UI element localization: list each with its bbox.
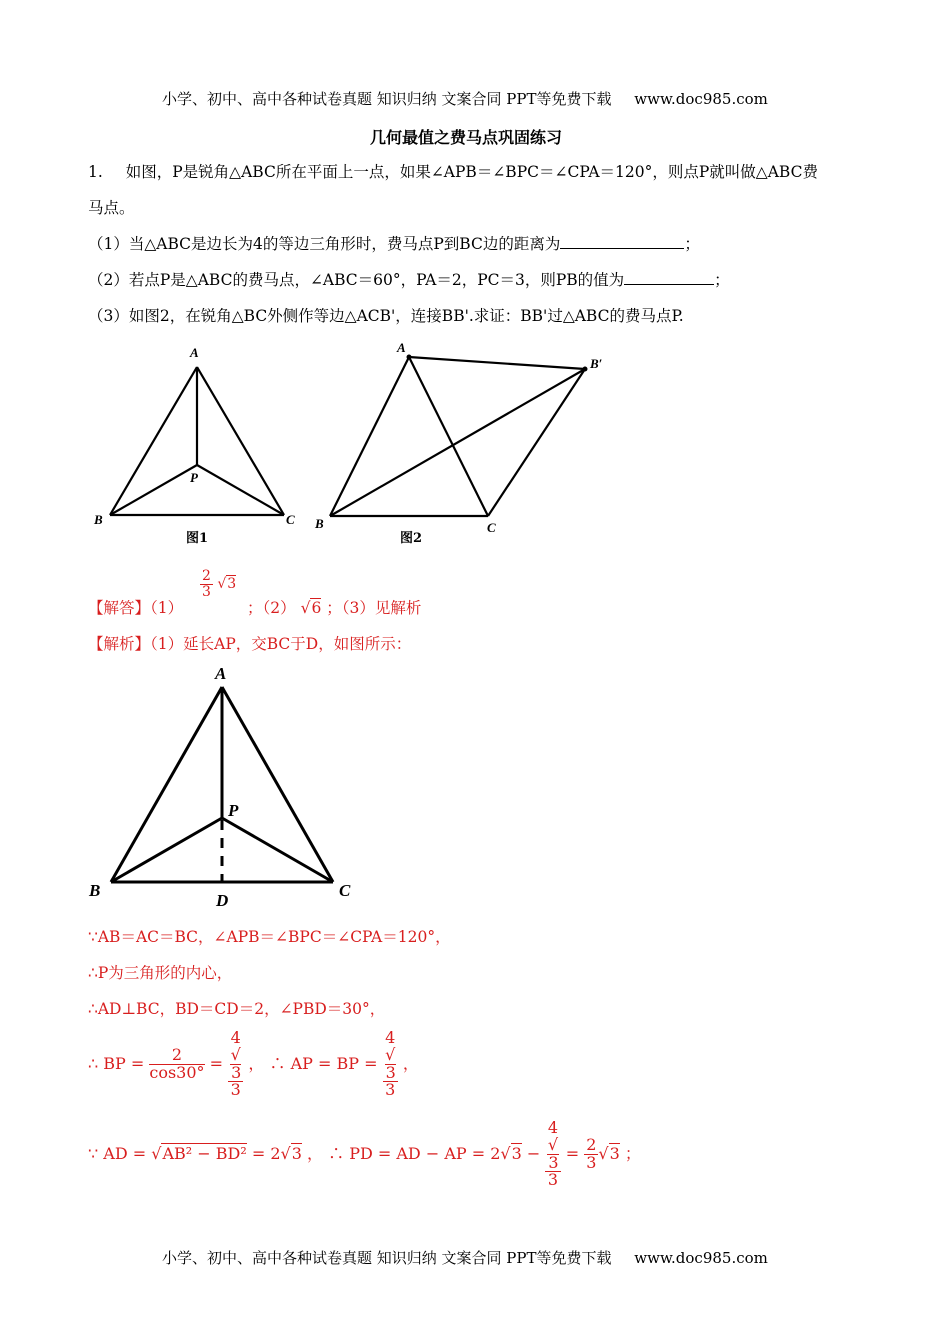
answer-part2-label: ；（2） <box>247 599 296 617</box>
fig3-label-d: D <box>216 891 229 910</box>
eq1-den2: 3 <box>230 1080 241 1100</box>
question-text: 如图，P是锐角△ABC所在平面上一点，如果∠APB＝∠BPC＝∠CPA＝120°，则点P就叫做△ABC费 <box>125 163 818 181</box>
fig3-label-a: A <box>215 664 227 683</box>
eq4-equals: = <box>565 1144 580 1164</box>
fig2-label-bp: B′ <box>590 356 603 371</box>
eq2-rad: 3 <box>385 1062 396 1082</box>
eq2-four: 4 <box>385 1028 396 1047</box>
answer-frac-num: 2 <box>202 568 211 584</box>
fig2-label-a: A <box>397 340 406 355</box>
fig2-edge-abp <box>409 357 585 369</box>
part2-end: ； <box>714 271 730 289</box>
part1-end: ； <box>684 235 700 253</box>
footer-url[interactable]: www.doc985.com <box>634 1249 768 1267</box>
fig1-edge-ab <box>110 367 197 515</box>
question-part2 <box>88 268 730 290</box>
question-number: 1. <box>88 163 103 181</box>
fig2-edge-ac <box>409 357 488 516</box>
eq4-lhs: ∴ PD = AD − AP = 2 <box>328 1144 501 1164</box>
equation-ad-pd: ∵ AD = √AB² − BD² = 2√3 ， ∴ PD = AD − AP = 2√3 − 4 √ 3 3 = $\frac{2}{3}$ √3 ； <box>88 1118 641 1190</box>
fig2-edge-cbp <box>488 369 585 516</box>
fig2-edge-bbp <box>330 369 585 516</box>
eq4-semicolon: ； <box>624 1144 641 1164</box>
answer-blank-1[interactable] <box>560 234 684 249</box>
eq4-four: 4 <box>547 1118 559 1137</box>
question-line1 <box>88 160 818 182</box>
fig1-edge-cp <box>197 465 284 515</box>
eq1-four: 4 <box>230 1028 241 1047</box>
part1-text: （1）当△ABC是边长为4的等边三角形时，费马点P到BC边的距离为 <box>88 235 561 253</box>
answer-part1-label: （1） <box>150 599 184 617</box>
answer-frac-den: 3 <box>202 583 211 600</box>
eq4-rad-b: 3 <box>548 1152 559 1172</box>
equation-bp-ap: ∴ BP = $\frac{2}{\cos 30^\circ}$ = 4 √ 3 3 ， ∴ AP = BP = 4 √ 3 3 ， <box>88 1028 419 1100</box>
eq1-num: 2 <box>149 1047 204 1065</box>
answer-rad3: 3 <box>227 576 237 593</box>
header-url[interactable]: www.doc985.com <box>634 90 768 108</box>
answer-rad6: 6 <box>311 599 322 617</box>
fig3-label-p: P <box>228 801 239 820</box>
eq3-lhs: ∵ AD = <box>88 1144 147 1164</box>
question-line2: 马点。 <box>88 199 135 217</box>
fig1-caption: 图1 <box>186 531 209 546</box>
answer-tag-line <box>88 596 183 618</box>
fig3-edge-ac <box>222 687 333 882</box>
figure-3 <box>85 660 365 910</box>
part2-text: （2）若点P是△ABC的费马点，∠ABC＝60°，PA＝2，PC＝3，则PB的值为 <box>88 271 625 289</box>
figure-1 <box>88 340 318 550</box>
footer-text: 小学、初中、高中各种试卷真题 知识归纳 文案合同 PPT等免费下载 <box>162 1249 612 1267</box>
page-title: 几何最值之费马点巩固练习 <box>370 128 563 147</box>
analysis-step2: ∴P为三角形的内心， <box>88 964 233 982</box>
figure-2 <box>308 335 618 550</box>
question-part1 <box>88 232 700 254</box>
fig2-point-bp <box>583 367 588 372</box>
analysis-intro: （1）延长AP，交BC于D，如图所示： <box>150 635 412 653</box>
answer-blank-2[interactable] <box>624 270 714 285</box>
fig1-edge-bp <box>110 465 197 515</box>
fig3-label-b: B <box>89 881 101 900</box>
eq4-minus: − <box>526 1144 541 1164</box>
fig2-caption: 图2 <box>400 531 423 546</box>
analysis-step3: ∴AD⊥BC，BD＝CD＝2，∠PBD＝30°， <box>88 1000 386 1018</box>
question-part3: （3）如图2，在锐角△BC外侧作等边△ACB'，连接BB'.求证：BB'过△ABC的费马点P. <box>88 307 684 325</box>
fig2-point-a <box>407 355 412 360</box>
eq3-rhs: = 2 <box>251 1144 281 1164</box>
eq3-comma: ， <box>307 1144 324 1164</box>
fig1-label-p: P <box>190 470 198 485</box>
eq1-equals: = <box>209 1054 224 1074</box>
fig2-label-c: C <box>487 520 496 535</box>
eq2-lhs: ∴ AP = BP = <box>269 1054 378 1074</box>
eq4-den2: 3 <box>586 1153 597 1173</box>
eq3-rad: AB² − BD² <box>162 1144 247 1164</box>
eq1-den: cos30° <box>149 1063 205 1083</box>
header-text: 小学、初中、高中各种试卷真题 知识归纳 文案合同 PPT等免费下载 <box>162 90 612 108</box>
analysis-tag: 【解析】 <box>88 635 151 653</box>
analysis-step1: ∵AB＝AC＝BC，∠APB＝∠BPC＝∠CPA＝120°， <box>88 928 451 946</box>
eq1-lhs: ∴ BP = <box>88 1054 145 1074</box>
fig3-label-c: C <box>339 881 351 900</box>
eq1-rad: 3 <box>231 1062 242 1082</box>
fig1-label-c: C <box>286 512 295 527</box>
page-header <box>162 88 768 109</box>
eq3-rad3: 3 <box>291 1144 302 1164</box>
eq4-rad-c: 3 <box>609 1144 620 1164</box>
fig1-label-b: B <box>94 512 103 527</box>
analysis-intro-line <box>88 632 411 654</box>
eq4-den: 3 <box>547 1170 559 1190</box>
eq2-den: 3 <box>385 1080 396 1100</box>
fig1-label-a: A <box>190 345 199 360</box>
answer-tag: 【解答】 <box>88 599 151 617</box>
eq4-rad-a: 3 <box>511 1144 522 1164</box>
fig3-edge-ab <box>111 687 222 882</box>
answer-1-fraction: $\frac{2}{3}$ √3 <box>202 568 237 600</box>
eq2-comma: ， <box>402 1054 419 1074</box>
page-footer <box>162 1247 768 1268</box>
answer-part3: ；（3）见解析 <box>326 599 422 617</box>
eq4-two: 2 <box>586 1135 597 1155</box>
fig1-edge-ac <box>197 367 284 515</box>
fig2-label-b: B <box>315 516 324 531</box>
answer-rest: ；（2） √6 ；（3）见解析 <box>247 599 422 617</box>
eq1-comma: ， <box>248 1054 265 1074</box>
